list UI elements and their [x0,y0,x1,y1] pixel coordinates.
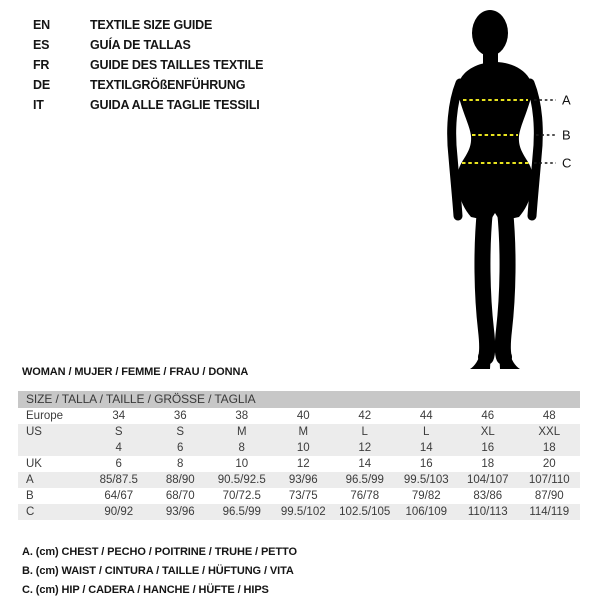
row-label: A [26,474,34,486]
size-cell: 4 [115,442,122,454]
size-cell: 88/90 [165,474,195,486]
size-cell: 64/67 [104,490,134,502]
size-cell: 79/82 [411,490,441,502]
size-cell: 10 [296,442,310,454]
size-table-row [18,424,580,440]
language-label: GUIDE DES TAILLES TEXTILE [90,58,264,72]
language-code: DE [33,78,50,92]
row-label: Europe [26,410,64,422]
size-cell: 36 [173,410,187,422]
size-cell: 99.5/102 [280,506,326,518]
size-table-row [18,488,580,504]
size-cell: 20 [542,458,556,470]
language-label: TEXTILE SIZE GUIDE [90,18,213,32]
legend-line: A. (cm) CHEST / PECHO / POITRINE / TRUHE / PETTO [22,546,297,558]
size-cell: 34 [112,410,126,422]
size-cell: 102.5/105 [339,506,391,518]
language-row [33,15,263,35]
row-label: C [26,506,35,518]
size-cell: XXL [538,426,561,438]
size-cell: 76/78 [350,490,380,502]
size-cell: M [298,426,309,438]
row-label [18,440,88,456]
language-list [33,15,263,115]
language-row [33,55,263,75]
legend-line: B. (cm) WAIST / CINTURA / TAILLE / HÜFTUNG / VITA [22,565,294,577]
size-cell: 6 [177,442,184,454]
legend-line: C. (cm) HIP / CADERA / HANCHE / HÜFTE / HIPS [22,584,269,596]
size-cell: 6 [115,458,122,470]
marker-label-c: C [562,155,572,171]
size-cell: 110/113 [467,506,508,518]
size-cell: 46 [481,410,495,422]
language-row [33,35,263,55]
row-label: B [26,490,34,502]
language-label: GUIDA ALLE TAGLIE TESSILI [90,98,260,112]
size-cell: S [114,426,123,438]
marker-label-b: B [562,127,571,143]
size-cell: 104/107 [466,474,509,486]
section-title: WOMAN / MUJER / FEMME / FRAU / DONNA [22,366,249,378]
size-cell: 96.5/99 [345,474,384,486]
size-cell: 42 [358,410,372,422]
size-table [18,391,580,520]
size-cell: 99.5/103 [403,474,449,486]
size-cell: 16 [419,458,433,470]
language-code: FR [33,58,50,72]
measurement-legend [22,543,297,600]
size-cell: 14 [419,442,433,454]
language-label: TEXTILGRÖßENFÜHRUNG [90,78,246,92]
size-cell: 12 [296,458,310,470]
language-row [33,95,263,115]
size-cell: 70/72.5 [222,490,261,502]
marker-label-a: A [562,92,571,108]
size-table-header: SIZE / TALLA / TAILLE / GRÖSSE / TAGLIA [18,391,580,408]
size-cell: 90.5/92.5 [217,474,266,486]
size-cell: 87/90 [534,490,564,502]
size-cell: XL [480,426,495,438]
language-code: ES [33,38,50,52]
size-cell: 16 [481,442,495,454]
size-cell: 18 [481,458,495,470]
size-table-row [18,472,580,488]
size-table-row [18,408,580,424]
size-cell: 90/92 [104,506,134,518]
size-table-row [18,440,580,456]
language-code: EN [33,18,50,32]
row-label: UK [26,458,42,470]
language-row [33,75,263,95]
row-label: US [26,426,42,438]
size-cell: L [361,426,368,438]
size-cell: 114/119 [529,506,570,518]
size-cell: 93/96 [165,506,195,518]
size-table-row [18,456,580,472]
size-cell: 40 [296,410,310,422]
size-cell: 48 [542,410,556,422]
size-cell: 10 [235,458,249,470]
size-cell: 12 [358,442,372,454]
size-cell: 8 [177,458,184,470]
size-cell: 14 [358,458,372,470]
size-cell: 83/86 [473,490,503,502]
size-cell: 68/70 [165,490,195,502]
size-cell: S [176,426,185,438]
size-cell: M [236,426,247,438]
size-cell: 73/75 [288,490,318,502]
size-cell: 44 [419,410,433,422]
size-cell: 85/87.5 [99,474,138,486]
size-cell: 93/96 [288,474,318,486]
size-cell: 107/110 [528,474,570,486]
size-table-row [18,504,580,520]
language-label: GUÍA DE TALLAS [90,38,191,52]
size-cell: 38 [235,410,249,422]
size-cell: 106/109 [405,506,448,518]
measurement-figure [437,5,595,370]
woman-silhouette-icon [437,5,595,370]
size-cell: 96.5/99 [222,506,261,518]
size-cell: L [423,426,430,438]
size-cell: 8 [238,442,245,454]
language-code: IT [33,98,44,112]
size-cell: 18 [542,442,556,454]
